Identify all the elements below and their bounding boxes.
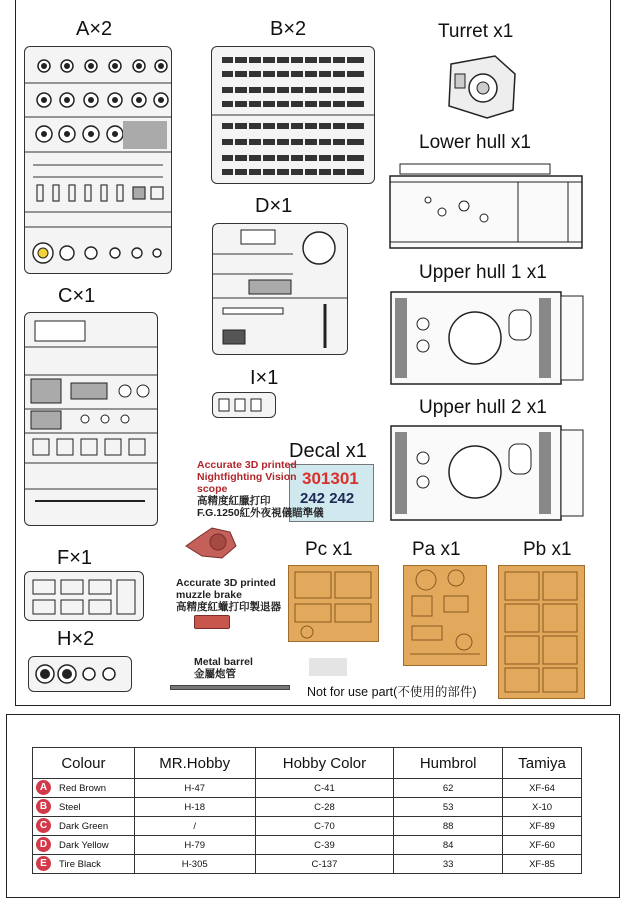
colour-badge: C: [36, 818, 51, 833]
header-colour: Colour: [33, 748, 135, 779]
mr-hobby-code: H-305: [134, 855, 255, 874]
table-row: [33, 817, 582, 836]
sprue-i-drawing: [213, 393, 275, 417]
sprue-h-label: H×2: [57, 628, 95, 650]
decal-label: Decal x1: [289, 440, 367, 462]
humbrol-code: 33: [394, 855, 503, 874]
sprue-f-drawing: [25, 572, 143, 620]
mr-hobby-code: H-18: [134, 798, 255, 817]
humbrol-code: 62: [394, 779, 503, 798]
sprue-d-drawing: [213, 224, 347, 354]
header-tamiya: Tamiya: [503, 748, 582, 779]
pa-label: Pa x1: [412, 539, 461, 560]
sprue-f: [24, 571, 144, 621]
metal-barrel-part: [170, 685, 290, 690]
muzzle-brake-line1: Accurate 3D printed: [176, 577, 276, 589]
humbrol-code: 84: [394, 836, 503, 855]
tamiya-code: X-10: [503, 798, 582, 817]
sprue-c-label: C×1: [58, 285, 96, 307]
pb-label: Pb x1: [523, 539, 572, 560]
sprue-i: [212, 392, 276, 418]
sprue-h-drawing: [29, 657, 131, 691]
mr-hobby-code: /: [134, 817, 255, 836]
vision-scope-line2: Nightfighting Vision: [197, 471, 297, 483]
table-row: [33, 855, 582, 874]
not-for-use-label: Not for use part(不使用的部件): [307, 685, 477, 699]
sprue-a-drawing: [25, 47, 171, 273]
turret-drawing: [443, 54, 519, 120]
metal-barrel-note: [194, 656, 253, 680]
vision-scope-line4: 高精度紅臘打印: [197, 495, 271, 507]
upper-hull-2-label: Upper hull 2 x1: [419, 397, 547, 418]
photo-etch-pa: [403, 565, 487, 666]
vision-scope-line3: scope: [197, 483, 228, 495]
header-hobby-color: Hobby Color: [255, 748, 394, 779]
upper-hull-1-label: Upper hull 1 x1: [419, 262, 547, 283]
colour-badge: A: [36, 780, 51, 795]
sprue-d-label: D×1: [255, 195, 293, 217]
tamiya-code: XF-64: [503, 779, 582, 798]
hobby-color-code: C-39: [255, 836, 394, 855]
sprue-b-label: B×2: [270, 18, 307, 40]
vision-scope-line1: Accurate 3D printed: [197, 459, 297, 471]
sprue-c-drawing: [25, 313, 157, 525]
colour-badge: B: [36, 799, 51, 814]
muzzle-brake-note: [176, 577, 281, 613]
table-row: [33, 836, 582, 855]
metal-barrel-line1: Metal barrel: [194, 656, 253, 668]
colour-name: Red Brown: [59, 782, 106, 794]
colour-badge: E: [36, 856, 51, 871]
upper-hull-1-drawing: [389, 290, 585, 386]
decal-number-dark: 242 242: [300, 490, 355, 507]
colour-name: Tire Black: [59, 858, 101, 870]
lower-hull-label: Lower hull x1: [419, 132, 531, 153]
tamiya-code: XF-89: [503, 817, 582, 836]
colour-table: [32, 747, 582, 874]
header-mr-hobby: MR.Hobby: [134, 748, 255, 779]
muzzle-brake-line2: muzzle brake: [176, 589, 242, 601]
muzzle-brake-line3: 高精度紅蠟打印製退器: [176, 601, 281, 613]
muzzle-brake-part: [194, 615, 230, 629]
vision-scope-note: [197, 459, 324, 519]
hobby-color-code: C-137: [255, 855, 394, 874]
photo-etch-pc: [288, 565, 379, 642]
turret-label: Turret x1: [438, 21, 514, 42]
hobby-color-code: C-70: [255, 817, 394, 836]
sprue-b: [211, 46, 375, 184]
sprue-f-label: F×1: [57, 547, 93, 569]
colour-badge: D: [36, 837, 51, 852]
not-for-use-swatch: [309, 658, 347, 676]
sprue-i-label: I×1: [250, 367, 279, 389]
photo-etch-pb: [498, 565, 585, 699]
hobby-color-code: C-28: [255, 798, 394, 817]
pc-label: Pc x1: [305, 539, 353, 560]
upper-hull-2-drawing: [389, 424, 585, 522]
colour-name: Dark Yellow: [59, 839, 109, 851]
decal-number-red: 301301: [302, 469, 359, 488]
colour-name: Dark Green: [59, 820, 109, 832]
tamiya-code: XF-85: [503, 855, 582, 874]
sprue-a: [24, 46, 172, 274]
vision-scope-line5: F.G.1250紅外夜視儀瞄準儀: [197, 507, 324, 519]
colour-table-header: [33, 748, 582, 779]
sprue-h: [28, 656, 132, 692]
hobby-color-code: C-41: [255, 779, 394, 798]
tamiya-code: XF-60: [503, 836, 582, 855]
header-humbrol: Humbrol: [394, 748, 503, 779]
table-row: [33, 798, 582, 817]
humbrol-code: 53: [394, 798, 503, 817]
mr-hobby-code: H-79: [134, 836, 255, 855]
vision-scope-part: [182, 520, 240, 562]
sprue-c: [24, 312, 158, 526]
sprue-b-drawing: [212, 47, 374, 183]
colour-name: Steel: [59, 801, 81, 813]
metal-barrel-line2: 金屬炮管: [194, 668, 236, 680]
mr-hobby-code: H-47: [134, 779, 255, 798]
sprue-a-label: A×2: [76, 18, 113, 40]
humbrol-code: 88: [394, 817, 503, 836]
sprue-d: [212, 223, 348, 355]
table-row: [33, 779, 582, 798]
lower-hull-drawing: [388, 160, 584, 260]
